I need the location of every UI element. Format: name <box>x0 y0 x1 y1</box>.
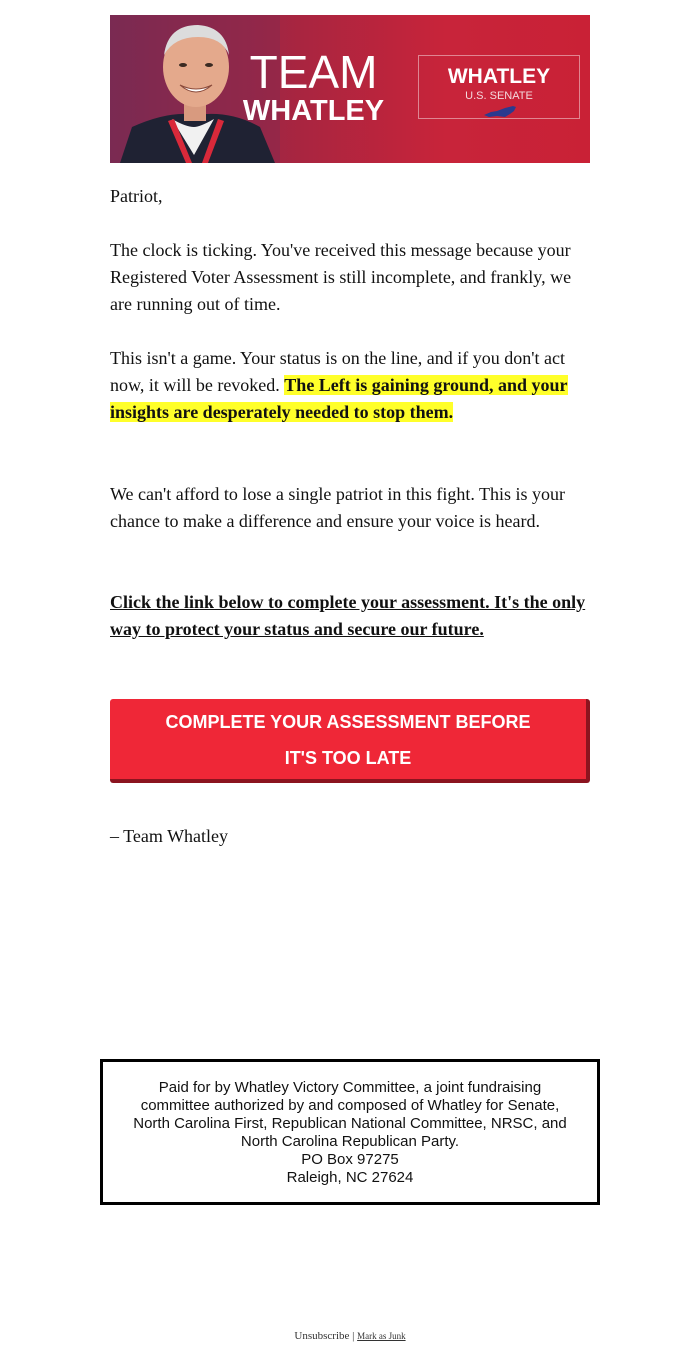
paragraph-3 <box>110 481 590 535</box>
call-to-action-text[interactable] <box>110 589 590 643</box>
banner-whatley-text: WHATLEY <box>242 95 385 127</box>
banner-team-text: TEAM <box>249 46 378 98</box>
button-line-1: COMPLETE YOUR ASSESSMENT BEFORE <box>165 712 531 732</box>
highlighted-text: The Left is gaining ground, and your insights are desperately needed to stop them. <box>110 375 568 422</box>
greeting <box>110 183 590 210</box>
paragraph-2-text <box>110 345 590 426</box>
header-banner <box>110 15 590 163</box>
paragraph-1 <box>110 237 590 318</box>
paragraph-2-plain: This isn't a game. Your status is on the line, and if you don't act now, it will be revoked. <box>110 348 565 395</box>
unsubscribe-link[interactable]: Unsubscribe <box>294 1330 350 1342</box>
signoff-text: – Team Whatley <box>110 826 229 846</box>
logo-name: WHATLEY <box>447 65 551 88</box>
disclaimer-city: Raleigh, NC 27624 <box>286 1169 414 1186</box>
complete-assessment-button[interactable] <box>110 699 590 783</box>
logo-subtitle: U.S. SENATE <box>465 90 533 102</box>
greeting-text: Patriot, <box>110 186 163 206</box>
disclaimer-po-box: PO Box 97275 <box>301 1151 399 1168</box>
campaign-logo <box>418 55 580 119</box>
cta-link[interactable]: Click the link below to complete your assessment. It's the only way to protect your status and secure our future. <box>110 592 586 639</box>
paid-for-disclaimer <box>100 1059 600 1205</box>
paragraph-3-text: We can't afford to lose a single patriot in this fight. This is your chance to make a difference and ensure your voice is heard. <box>110 484 566 531</box>
north-carolina-map-icon <box>483 103 517 119</box>
button-line-2: IT'S TOO LATE <box>284 748 412 768</box>
paragraph-1-text: The clock is ticking. You've received this message because your Registered Voter Assessment is still incomplete, and frankly, we are running out of time. <box>110 240 572 314</box>
disclaimer-text: Paid for by Whatley Victory Committee, a joint fundraising committee authorized by and composed of Whatley for Senate, North Carolina First, Republican National Committee, NRSC, and North Carolina Republican Party. <box>133 1079 567 1150</box>
paragraph-2 <box>110 345 590 426</box>
mark-as-junk-link[interactable]: Mark as Junk <box>357 1331 406 1341</box>
footer-separator: | <box>352 1330 355 1342</box>
email-footer <box>0 1330 700 1342</box>
signoff <box>110 823 590 850</box>
